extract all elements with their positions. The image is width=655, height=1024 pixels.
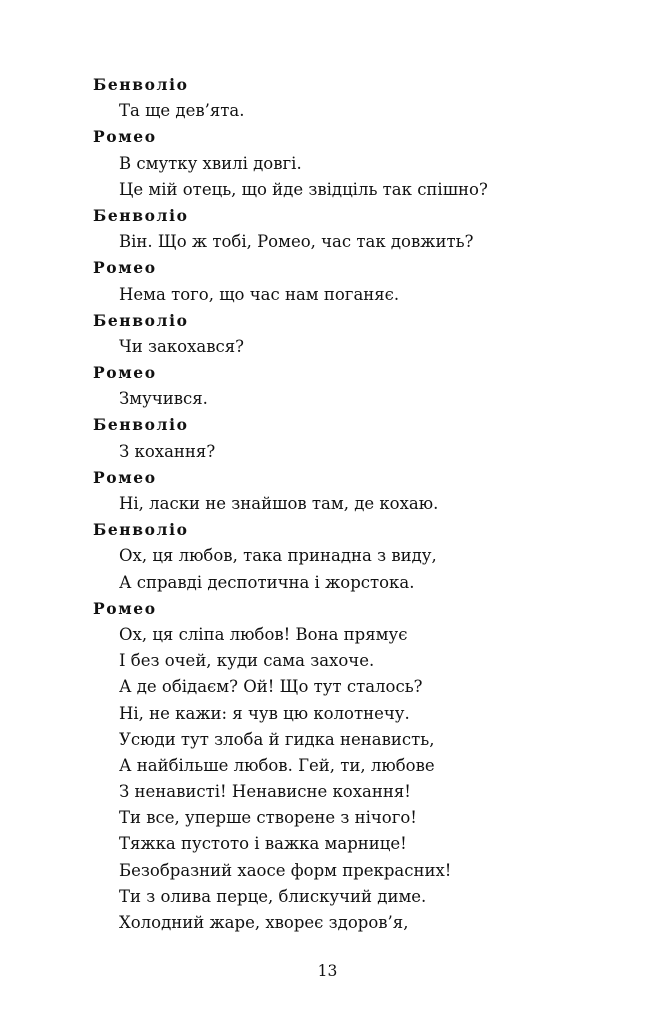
verse-line: Чи закохався? (119, 336, 245, 356)
speaker-name: Бенволіо (93, 205, 189, 225)
verse-line: В смутку хвилі довгі. (119, 153, 302, 173)
verse-line: Тяжка пустото і важка марнице! (119, 834, 407, 854)
verse-line: Ти все, уперше створене з нічого! (119, 808, 417, 828)
verse-line: І без очей, куди сама захоче. (119, 651, 375, 671)
verse-line: Він. Що ж тобі, Ромео, час так довжить? (119, 232, 474, 252)
speaker-name: Ромео (93, 127, 157, 147)
speaker-name: Бенволіо (93, 310, 189, 330)
verse-line: З ненависті! Ненависне кохання! (119, 782, 411, 802)
page-number: 13 (317, 962, 338, 980)
verse-line: Ні, ласки не знайшов там, де кохаю. (119, 494, 439, 513)
speaker-name: Ромео (93, 467, 157, 487)
verse-line: Усюди тут злоба й гидка ненависть, (119, 729, 435, 749)
verse-line: Безобразний хаосе форм прекрасних! (119, 860, 452, 880)
speaker-name: Бенволіо (93, 520, 189, 540)
verse-line: Це мій отець, що йде звідціль так спішно? (119, 179, 488, 199)
verse-line: Ох, ця любов, така принадна з виду, (119, 546, 437, 566)
verse-line: Ох, ця сліпа любов! Вона прямує (119, 624, 408, 644)
verse-line: Ти з олива перце, блискучий диме. (119, 886, 427, 906)
verse-line: А найбільше любов. Гей, ти, любове (119, 755, 435, 775)
play-text (93, 72, 613, 936)
speaker-name: Ромео (93, 258, 157, 278)
verse-line: А де обідаєм? Ой! Що тут сталось? (119, 677, 423, 697)
verse-line: Змучився. (119, 389, 208, 409)
verse-line: З кохання? (119, 441, 216, 461)
verse-line: Та ще дев’ята. (119, 101, 245, 121)
speaker-name: Бенволіо (93, 75, 189, 94)
speaker-name: Ромео (93, 363, 157, 383)
verse-line: Нема того, що час нам поганяє. (119, 284, 400, 304)
verse-line: А справді деспотична і жорстока. (119, 572, 415, 592)
speaker-name: Бенволіо (93, 415, 189, 435)
speaker-name: Ромео (93, 598, 157, 618)
verse-line: Холодний жаре, хвореє здоров’я, (119, 913, 409, 932)
verse-line: Ні, не кажи: я чув цю колотнечу. (119, 703, 410, 723)
